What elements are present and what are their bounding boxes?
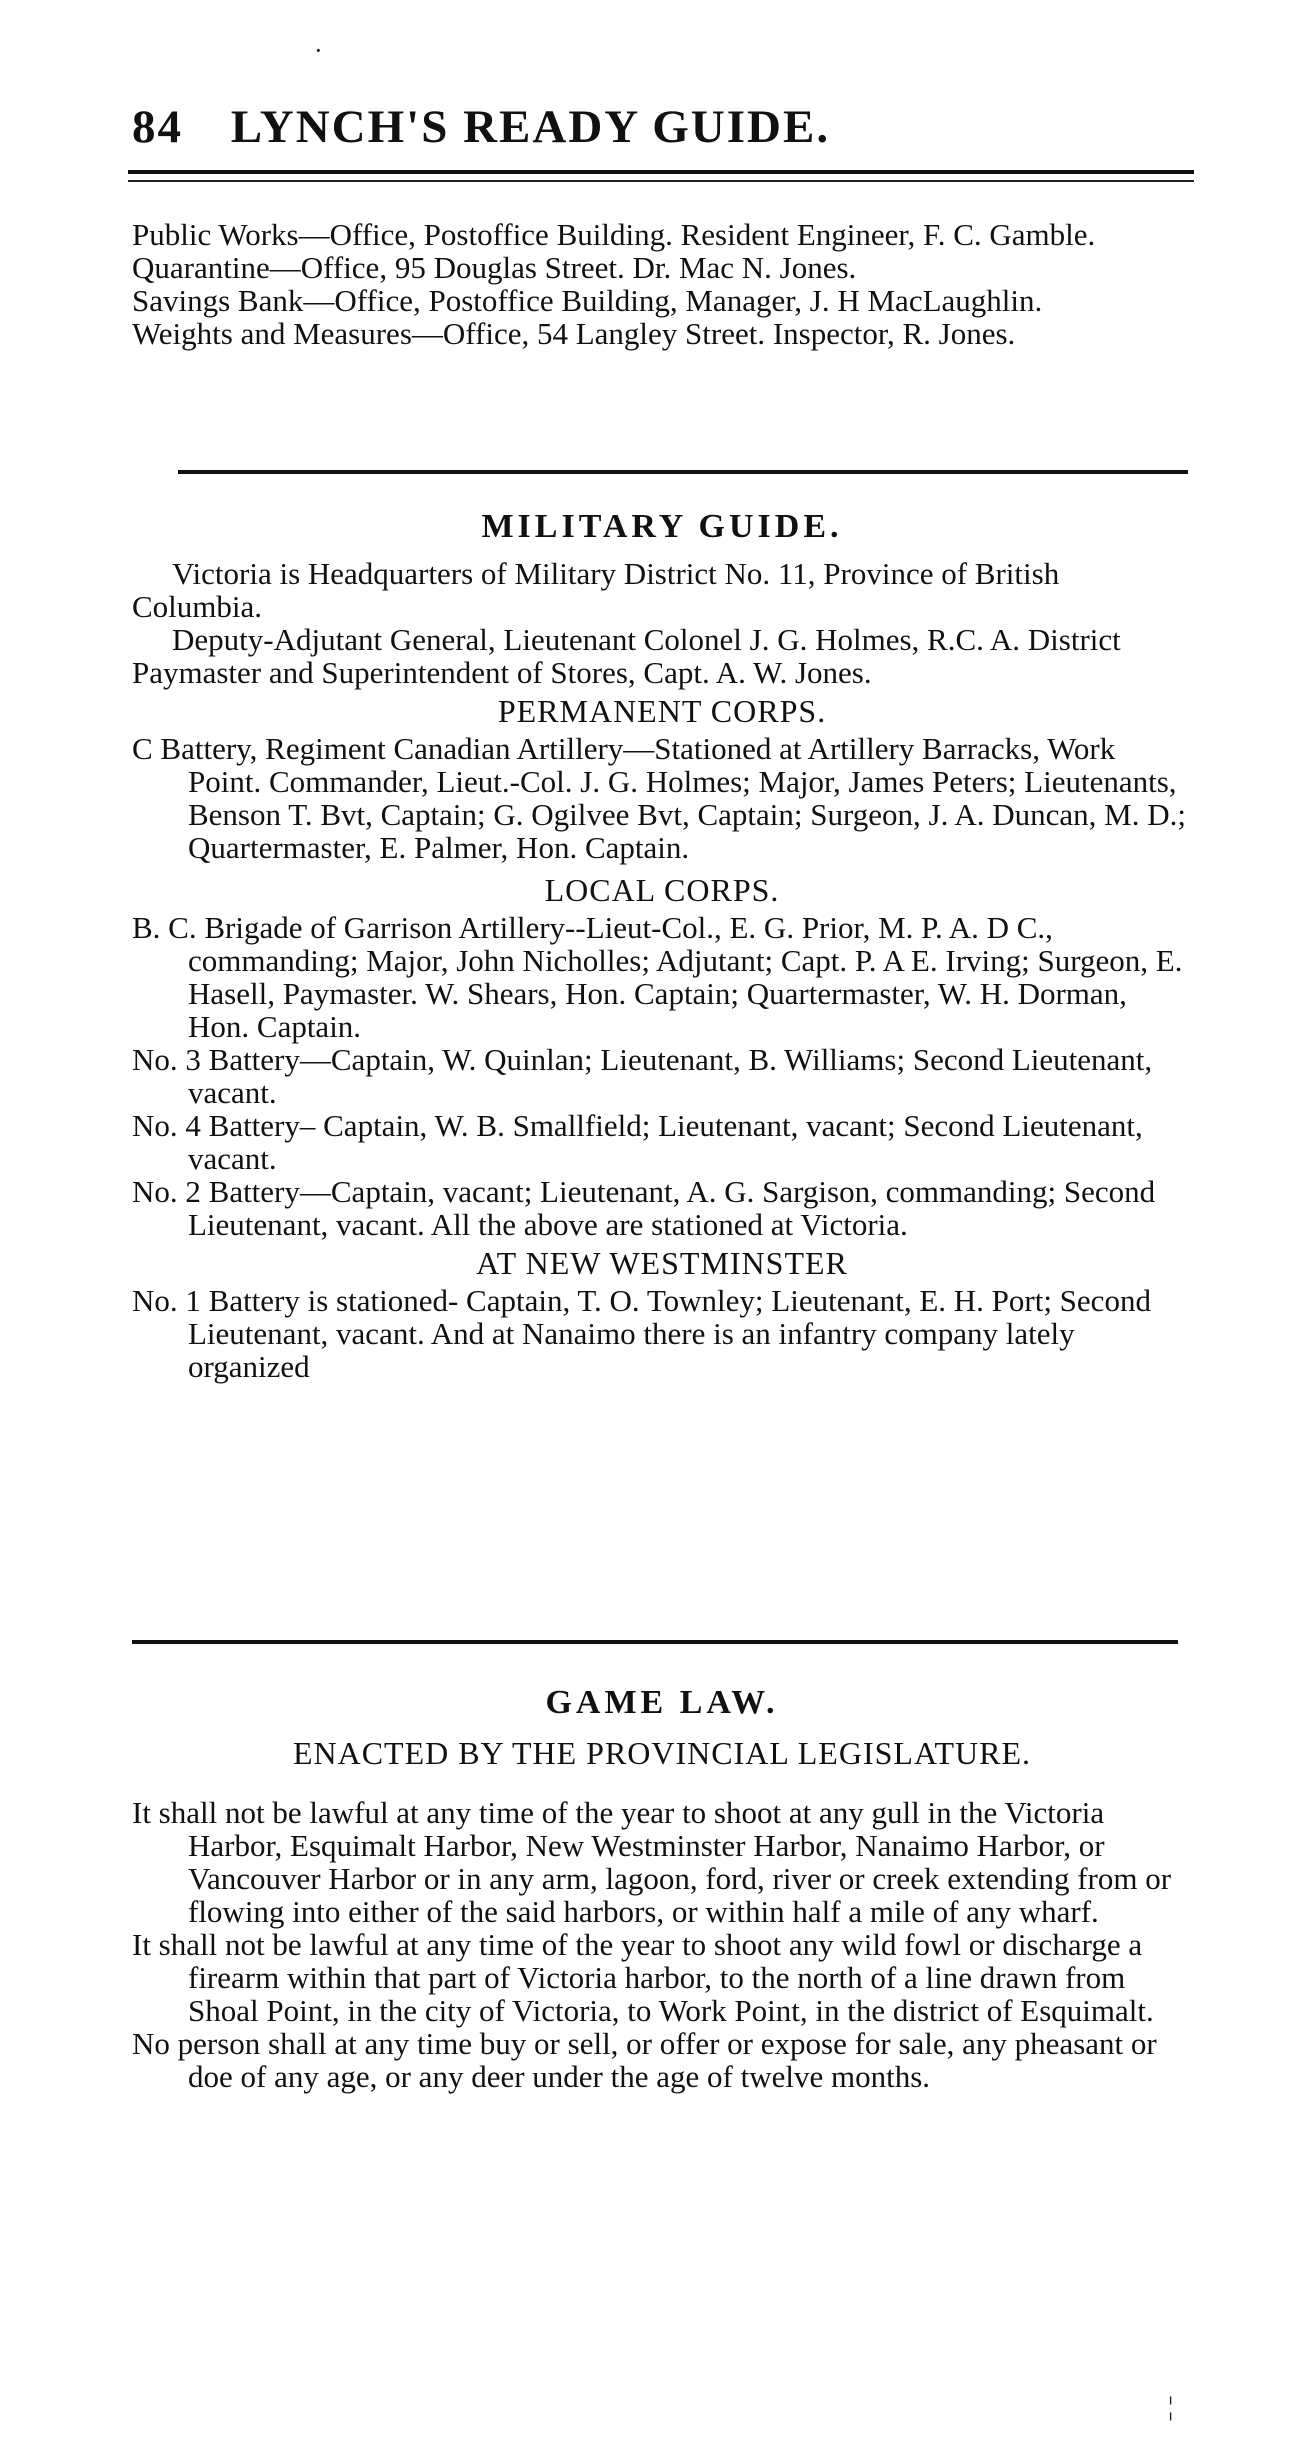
military-intro: Victoria is Headquarters of Military District No. 11, Province of British Columbia.	[132, 556, 1060, 624]
permanent-entry-c-battery: C Battery, Regiment Canadian Artillery—Stationed at Artillery Barracks, Work Point. Commander, Lieut.-Col. J. G. Holmes; Major, James Peters; Lieutenants, Benson T. Bvt, Captain; G. Ogilvee Bvt, Captain; Surgeon, J. A. Duncan, M. D.; Quartermaster, E. Palmer, Hon. Captain.	[132, 731, 1186, 865]
game-law-entry-pheasant: No person shall at any time buy or sell, or offer or expose for sale, any pheasant or doe of any age, or any deer under the age of twelve months.	[132, 2026, 1157, 2094]
civil-offices-section	[132, 218, 1192, 350]
page-number: 84	[132, 101, 183, 153]
section-divider-2	[132, 1640, 1178, 1644]
military-deputy: Deputy-Adjutant General, Lieutenant Colonel J. G. Holmes, R.C. A. District Paymaster and Superintendent of Stores, Capt. A. W. Jones.	[132, 622, 1121, 690]
permanent-corps-heading: PERMANENT CORPS.	[497, 693, 827, 729]
print-mark-bottom: ¦	[1168, 2392, 1174, 2421]
local-entry-no3: No. 3 Battery—Captain, W. Quinlan; Lieutenant, B. Williams; Second Lieutenant, vacant.	[132, 1042, 1153, 1110]
header-rule-bottom	[128, 180, 1194, 182]
game-law-subheading: ENACTED BY THE PROVINCIAL LEGISLATURE.	[292, 1735, 1032, 1771]
game-law-heading: GAME LAW.	[545, 1684, 779, 1721]
civil-entry-weights-measures: Weights and Measures—Office, 54 Langley Street. Inspector, R. Jones.	[132, 316, 1016, 351]
civil-entry-savings-bank: Savings Bank—Office, Postoffice Building, Manager, J. H MacLaughlin.	[132, 283, 1043, 318]
military-heading: MILITARY GUIDE.	[481, 508, 843, 545]
header-rule-top	[128, 170, 1194, 174]
running-head	[132, 100, 1192, 154]
civil-entry-quarantine: Quarantine—Office, 95 Douglas Street. Dr. Mac N. Jones.	[132, 250, 857, 285]
westminster-entry-no1: No. 1 Battery is stationed- Captain, T. O. Townley; Lieutenant, E. H. Port; Second Lieutenant, vacant. And at Nanaimo there is an infantry company lately organized	[132, 1283, 1151, 1384]
book-page	[118, 0, 1198, 2438]
local-entry-no2: No. 2 Battery—Captain, vacant; Lieutenant, A. G. Sargison, commanding; Second Lieutenant, vacant. All the above are stationed at Victoria.	[132, 1174, 1156, 1242]
local-entry-no4: No. 4 Battery– Captain, W. B. Smallfield; Lieutenant, vacant; Second Lieutenant, vacant.	[132, 1108, 1143, 1176]
game-law-entry-gulls: It shall not be lawful at any time of the year to shoot at any gull in the Victoria Harbor, Esquimalt Harbor, New Westminster Harbor, Nanaimo Harbor, or Vancouver Harbor or in any arm, lagoon, ford, river or creek extending from or flowing into either of the said harbors, or within half a mile of any wharf.	[132, 1795, 1172, 1929]
game-law-entry-wildfowl: It shall not be lawful at any time of the year to shoot any wild fowl or discharge a firearm within that part of Victoria harbor, to the north of a line drawn from Shoal Point, in the city of Victoria, to Work Point, in the district of Esquimalt.	[132, 1927, 1154, 2028]
westminster-heading: AT NEW WESTMINSTER	[476, 1245, 848, 1281]
military-section	[132, 510, 1192, 1383]
page-title: LYNCH'S READY GUIDE.	[230, 101, 831, 153]
local-entry-brigade: B. C. Brigade of Garrison Artillery--Lieut-Col., E. G. Prior, M. P. A. D C., commanding; Major, John Nicholles; Adjutant; Capt. P. A E. Irving; Surgeon, E. Hasell, Paymaster. W. Shears, Hon. Captain; Quartermaster, W. H. Dorman, Hon. Captain.	[132, 910, 1183, 1044]
print-mark: ·	[314, 36, 323, 65]
section-divider-1	[178, 470, 1188, 474]
local-corps-heading: LOCAL CORPS.	[544, 872, 780, 908]
game-law-section	[132, 1686, 1192, 2093]
civil-entry-public-works: Public Works—Office, Postoffice Building. Resident Engineer, F. C. Gamble.	[132, 217, 1096, 252]
